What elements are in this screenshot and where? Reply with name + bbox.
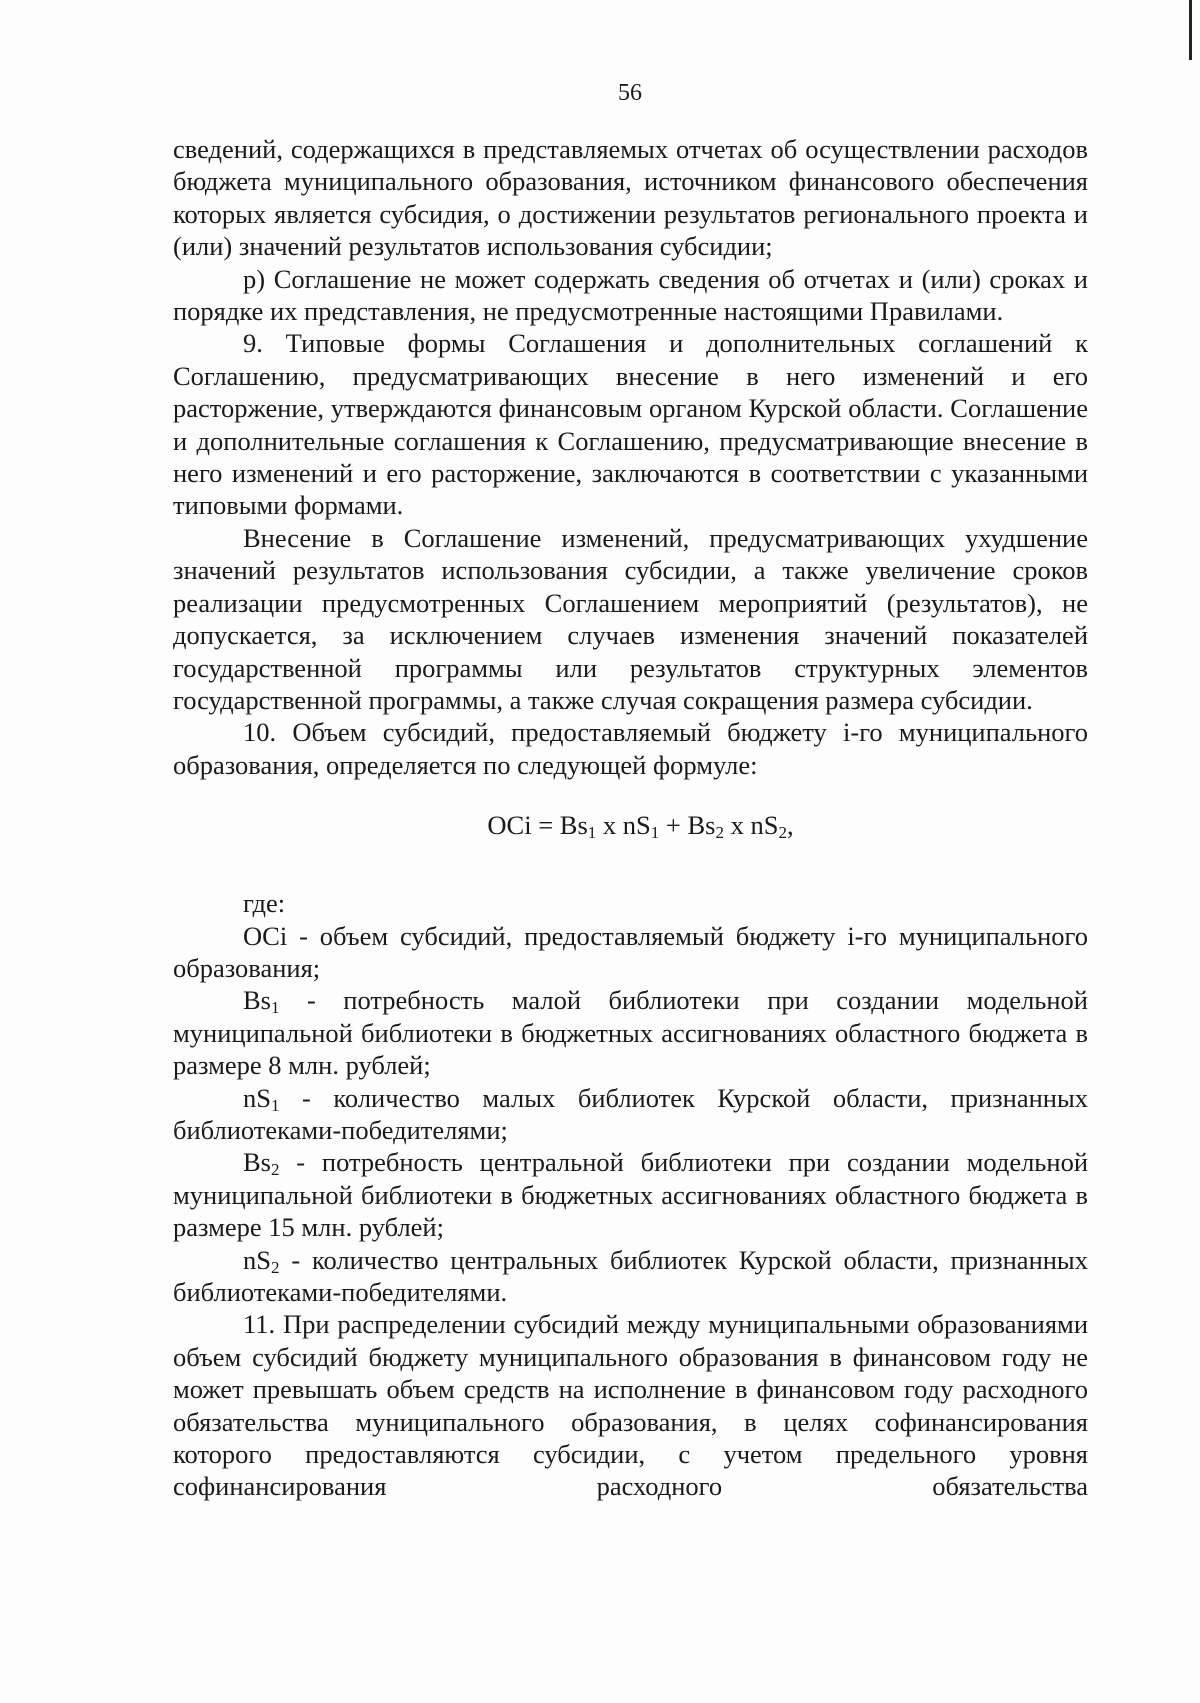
variable-name: nS (243, 1244, 271, 1275)
paragraph-clause-11: 11. При распределении субсидий между муниципальными образованиями объем субсидий бюджету муниципального образования в финансовом году не может превышать объем средств на исполнение в финансовом году расходного обязательства муниципального образования, в целях софинансирования которого предоставляются субсидии, с учетом предельного уровня софинансирования расходного обязательства (173, 1309, 1088, 1502)
page-number: 56 (618, 80, 642, 106)
definition-text: - количество центральных библиотек Курской области, признанных библиотеками-победителями. (173, 1244, 1088, 1307)
subsidy-formula (173, 809, 1088, 849)
formula-part: , (786, 810, 794, 841)
variable-subscript: 2 (271, 1257, 280, 1277)
definition-ns1 (173, 1082, 1088, 1147)
definition-bs1 (173, 984, 1088, 1081)
paragraph-item-r: р) Соглашение не может содержать сведения об отчетах и (или) сроках и порядке их представления, не предусмотренные настоящими Правилами. (173, 263, 1088, 327)
formula-part: + Bs (659, 810, 716, 841)
scan-edge-line (1189, 0, 1192, 60)
paragraph-continuation: сведений, содержащихся в представляемых отчетах об осуществлении расходов бюджета муниципального образования, источником финансового обеспечения которых является субсидия, о достижении результатов регионального проекта и (или) значений результатов использования субсидии; (173, 134, 1088, 262)
variable-name: Bs (243, 985, 271, 1016)
variable-subscript: 1 (271, 998, 280, 1018)
definition-ns2 (173, 1244, 1088, 1309)
variable-subscript: 1 (271, 1095, 280, 1115)
formula-part: x nS (596, 810, 651, 841)
definition-text: - количество малых библиотек Курской области, признанных библиотеками-победителями; (173, 1082, 1088, 1145)
paragraph-amendments: Внесение в Соглашение изменений, предусматривающих ухудшение значений результатов использования субсидии, а также увеличение сроков реализации предусмотренных Соглашением мероприятий (результатов), не допускается, за исключением случаев изменения значений показателей государственной программы или результатов структурных элементов государственной программы, а также случая сокращения размера субсидии. (173, 522, 1088, 715)
variable-name: nS (243, 1082, 271, 1113)
formula-subscript: 2 (715, 823, 724, 843)
paragraph-clause-10: 10. Объем субсидий, предоставляемый бюджету i-го муниципального образования, определяется по следующей формуле: (173, 717, 1088, 780)
definition-text: - потребность малой библиотеки при создании модельной муниципальной библиотеки в бюджетных ассигнованиях областного бюджета в размере 8 млн. рублей; (173, 985, 1088, 1081)
definition-bs2 (173, 1146, 1088, 1243)
formula-subscript: 2 (778, 823, 787, 843)
variable-subscript: 2 (271, 1160, 280, 1180)
paragraph-clause-9: 9. Типовые формы Соглашения и дополнительных соглашений к Соглашению, предусматривающих внесение в него изменений и его расторжение, утверждаются финансовым органом Курской области. Соглашение и дополнительные соглашения к Соглашению, предусматривающие внесение в него изменений и его расторжение, заключаются в соответствии с указанными типовыми формами. (173, 328, 1088, 521)
variable-name: Bs (243, 1147, 271, 1178)
formula-subscript: 1 (587, 823, 597, 843)
formula-subscript: 1 (650, 823, 660, 843)
document-body (173, 133, 1088, 1503)
where-label: где: (243, 888, 286, 919)
formula-part: x nS (723, 810, 779, 841)
definition-text: - потребность центральной библиотеки при создании модельной муниципальной библиотеки в бюджетных ассигнованиях областного бюджета в размере 15 млн. рублей; (173, 1147, 1088, 1243)
formula-part: OCi = Bs (487, 810, 588, 841)
definition-oci: OCi - объем субсидий, предоставляемый бюджету i-го муниципального образования; (173, 920, 1088, 983)
